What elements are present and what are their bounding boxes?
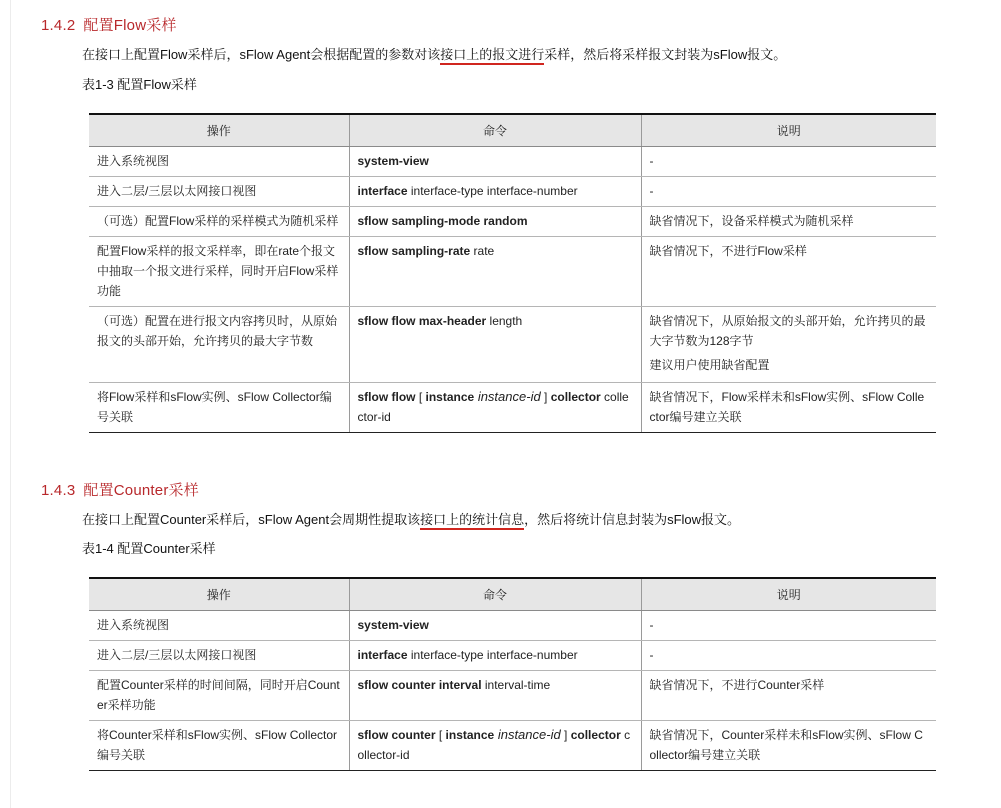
header-description: 说明 bbox=[641, 114, 936, 147]
header-command: 命令 bbox=[349, 578, 641, 611]
cell-command bbox=[349, 611, 641, 641]
cell-operation: （可选）配置在进行报文内容拷贝时，从原始报文的头部开始，允许拷贝的最大字节数 bbox=[89, 307, 349, 383]
command-keyword: interface bbox=[357, 184, 408, 198]
description-note: 建议用户使用缺省配置 bbox=[649, 358, 770, 372]
command-bracket: [ bbox=[415, 390, 426, 404]
cell-operation: 配置Counter采样的时间间隔，同时开启Counter采样功能 bbox=[89, 671, 349, 721]
cell-operation: 进入系统视图 bbox=[89, 147, 349, 177]
table-row bbox=[89, 641, 936, 671]
cell-operation: （可选）配置Flow采样的采样模式为随机采样 bbox=[89, 207, 349, 237]
section-heading-flow bbox=[41, 14, 177, 35]
command-keyword: sflow counter interval bbox=[357, 678, 482, 692]
cell-description: 缺省情况下，Counter采样未和sFlow实例、sFlow Collector编号建立关联 bbox=[641, 721, 936, 771]
cell-command bbox=[349, 237, 641, 307]
cell-description: - bbox=[641, 147, 936, 177]
header-operation: 操作 bbox=[89, 114, 349, 147]
cell-command bbox=[349, 207, 641, 237]
cell-description: 缺省情况下，设备采样模式为随机采样 bbox=[641, 207, 936, 237]
command-keyword: system-view bbox=[357, 154, 429, 168]
section-title: 配置Counter采样 bbox=[83, 482, 199, 499]
section-number: 1.4.2 bbox=[41, 17, 76, 34]
cell-description: - bbox=[641, 641, 936, 671]
cell-description: - bbox=[641, 177, 936, 207]
flow-sampling-table bbox=[89, 113, 936, 433]
cell-command bbox=[349, 671, 641, 721]
table-header-row bbox=[89, 578, 936, 611]
section-intro-counter bbox=[82, 509, 740, 528]
table-row bbox=[89, 383, 936, 433]
cell-operation: 进入二层/三层以太网接口视图 bbox=[89, 177, 349, 207]
command-keyword: collector bbox=[550, 390, 601, 404]
section-title: 配置Flow采样 bbox=[83, 17, 177, 34]
intro-highlight: 接口上的统计信息 bbox=[420, 512, 524, 530]
section-intro-flow bbox=[82, 44, 786, 63]
cell-description bbox=[641, 307, 936, 383]
command-argument: interval-time bbox=[481, 678, 551, 692]
cell-command bbox=[349, 147, 641, 177]
cell-description: - bbox=[641, 611, 936, 641]
cell-operation: 将Counter采样和sFlow实例、sFlow Collector编号关联 bbox=[89, 721, 349, 771]
command-keyword: collector bbox=[570, 728, 621, 742]
cell-command bbox=[349, 721, 641, 771]
command-argument: collector-id bbox=[357, 390, 629, 424]
cell-command bbox=[349, 383, 641, 433]
command-bracket: ] bbox=[540, 390, 551, 404]
command-keyword: interface bbox=[357, 648, 408, 662]
command-keyword: sflow sampling-rate bbox=[357, 244, 471, 258]
description-line: 缺省情况下，从原始报文的头部开始，允许拷贝的最大字节数为128字节 bbox=[649, 314, 926, 348]
section-number: 1.4.3 bbox=[41, 482, 76, 499]
cell-description: 缺省情况下，不进行Counter采样 bbox=[641, 671, 936, 721]
command-keyword: instance bbox=[425, 390, 475, 404]
command-keyword: sflow sampling-mode random bbox=[357, 214, 528, 228]
command-keyword: sflow flow max-header bbox=[357, 314, 487, 328]
cell-operation: 进入二层/三层以太网接口视图 bbox=[89, 641, 349, 671]
table-row bbox=[89, 671, 936, 721]
command-keyword: instance bbox=[445, 728, 495, 742]
section-heading-counter bbox=[41, 479, 199, 500]
table-row bbox=[89, 207, 936, 237]
intro-text: 在接口上配置Counter采样后，sFlow Agent会周期性提取该 bbox=[82, 512, 421, 527]
intro-highlight: 接口上的报文进行 bbox=[440, 47, 544, 65]
table-row bbox=[89, 177, 936, 207]
command-keyword: system-view bbox=[357, 618, 429, 632]
command-argument: interface-type interface-number bbox=[407, 648, 578, 662]
table-caption-flow: 表1-3 配置Flow采样 bbox=[82, 77, 197, 92]
command-argument: collector-id bbox=[357, 728, 631, 762]
table-row bbox=[89, 307, 936, 383]
cell-operation: 进入系统视图 bbox=[89, 611, 349, 641]
cell-command bbox=[349, 641, 641, 671]
command-argument: length bbox=[486, 314, 523, 328]
command-keyword: sflow flow bbox=[357, 390, 416, 404]
command-variable: instance-id bbox=[474, 389, 541, 404]
table-row bbox=[89, 611, 936, 641]
header-description: 说明 bbox=[641, 578, 936, 611]
command-argument: rate bbox=[470, 244, 495, 258]
intro-text: ，然后将统计信息封装为sFlow报文。 bbox=[524, 512, 741, 527]
cell-command bbox=[349, 177, 641, 207]
cell-description: 缺省情况下，Flow采样未和sFlow实例、sFlow Collector编号建立关联 bbox=[641, 383, 936, 433]
page-left-rule bbox=[10, 0, 11, 808]
header-operation: 操作 bbox=[89, 578, 349, 611]
cell-operation: 将Flow采样和sFlow实例、sFlow Collector编号关联 bbox=[89, 383, 349, 433]
cell-description: 缺省情况下，不进行Flow采样 bbox=[641, 237, 936, 307]
command-variable: instance-id bbox=[494, 727, 561, 742]
table-caption-counter: 表1-4 配置Counter采样 bbox=[82, 541, 216, 556]
command-keyword: sflow counter bbox=[357, 728, 436, 742]
command-argument: interface-type interface-number bbox=[407, 184, 578, 198]
intro-text: 采样，然后将采样报文封装为sFlow报文。 bbox=[544, 47, 787, 62]
header-command: 命令 bbox=[349, 114, 641, 147]
cell-operation: 配置Flow采样的报文采样率，即在rate个报文中抽取一个报文进行采样，同时开启Flow采样功能 bbox=[89, 237, 349, 307]
command-bracket: ] bbox=[560, 728, 571, 742]
table-row bbox=[89, 237, 936, 307]
intro-text: 在接口上配置Flow采样后，sFlow Agent会根据配置的参数对该 bbox=[82, 47, 441, 62]
table-row bbox=[89, 721, 936, 771]
table-header-row bbox=[89, 114, 936, 147]
table-row bbox=[89, 147, 936, 177]
counter-sampling-table bbox=[89, 577, 936, 771]
cell-command bbox=[349, 307, 641, 383]
command-bracket: [ bbox=[435, 728, 446, 742]
